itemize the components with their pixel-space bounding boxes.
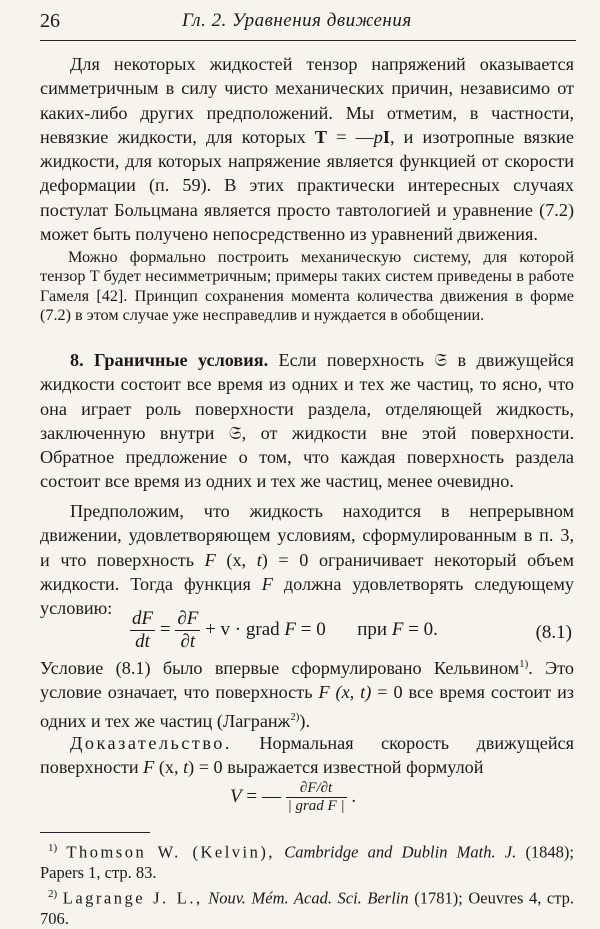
book-page <box>40 0 576 928</box>
paragraph-kelvin: Условие (8.1) было впервые сформулировано Кельвином$^{1)}$. Это условие означает, что поверхность F (x, t) = 0 все время состоит из одних и тех же частиц (Лагранж$^{2)}$). <box>40 652 574 733</box>
page-number: 26 <box>40 10 60 33</box>
equation-number: (8.1) <box>536 622 572 644</box>
footnote-2: $^{2)}$ Lagrange J. L., Nouv. Mém. Acad. Sci. Berlin (1781); Oeuvres 4, стр. 706. <box>40 884 574 929</box>
section-8-paragraph: 8. Граничные условия. Если поверхность 𝔖 в движущейся жидкости состоит все время из одних и тех же частиц, то ясно, что она играет роль поверхности раздела, отделяющей жидкость, заключенную внутри 𝔖, от жидкости вне этой поверхности. Обратное предложение о том, что каждая поверхность раздела состоит все время из одних и тех же частиц, менее очевидно. <box>40 348 574 494</box>
header-rule <box>40 40 576 41</box>
surface-symbol: 𝔖 <box>229 423 242 443</box>
small-print-note: Можно формально построить механическую систему, для которой тензор T будет несимметричным; примеры таких систем приведены в работе Гамеля [42]. Принцип сохранения момента количества движения в форме (7.2) в этом случае уже несправедлив и нуждается в обобщении. <box>40 248 574 325</box>
surface-symbol: 𝔖 <box>434 350 447 370</box>
section-heading: 8. Граничные условия. <box>70 350 268 370</box>
tensor-symbol: T <box>315 127 327 147</box>
normal-velocity-formula: V = — $\frac{\partial F/\partial t}{\text{| grad F |}}$ . <box>40 778 576 830</box>
identity-symbol: I <box>383 127 390 147</box>
footnotes <box>40 838 574 929</box>
pressure-symbol: p <box>374 127 383 147</box>
footnote-rule <box>40 832 150 833</box>
footnote-ref[interactable]: 1) <box>519 658 528 670</box>
footnote-ref[interactable]: 2) <box>290 711 299 723</box>
page-header <box>40 6 576 34</box>
equation-8-1 <box>40 600 576 652</box>
equation-body: $\frac{dF}{dt}$ = $\frac{\partial F}{\partial t}$ + v · grad F = 0 при F = 0. <box>130 608 438 653</box>
proof-label: Доказательство. <box>70 733 232 753</box>
footnote-1: $^{1)}$ Thomson W. (Kelvin), Cambridge and Dublin Math. J. (1848); Papers 1, стр. 83. <box>40 838 574 884</box>
paragraph-proof: Доказательство. Нормальная скорость движущейся поверхности F (x, t) = 0 выражается известной формулой <box>40 731 574 780</box>
running-head: Гл. 2. Уравнения движения <box>182 10 412 32</box>
paragraph-assumption: Предположим, что жидкость находится в непрерывном движении, удовлетворяющем условиям, сформулированным в п. 3, и что поверхность F (x, t) = 0 ограничивает некоторый объем жидкости. Тогда функция F должна удовлетворять следующему условию: <box>40 499 574 620</box>
paragraph-stress-tensor: Для некоторых жидкостей тензор напряжений оказывается симметричным в силу чисто механических причин, независимо от каких-либо других предположений. Мы отметим, в частности, невязкие жидкости, для которых T = —pI, и изотропные вязкие жидкости, для которых напряжение является функцией от скорости деформации (п. 59). В этих практически интересных случаях постулат Больцмана является просто тавтологией и уравнение (7.2) может быть получено непосредственно из уравнений движения. <box>40 52 574 246</box>
